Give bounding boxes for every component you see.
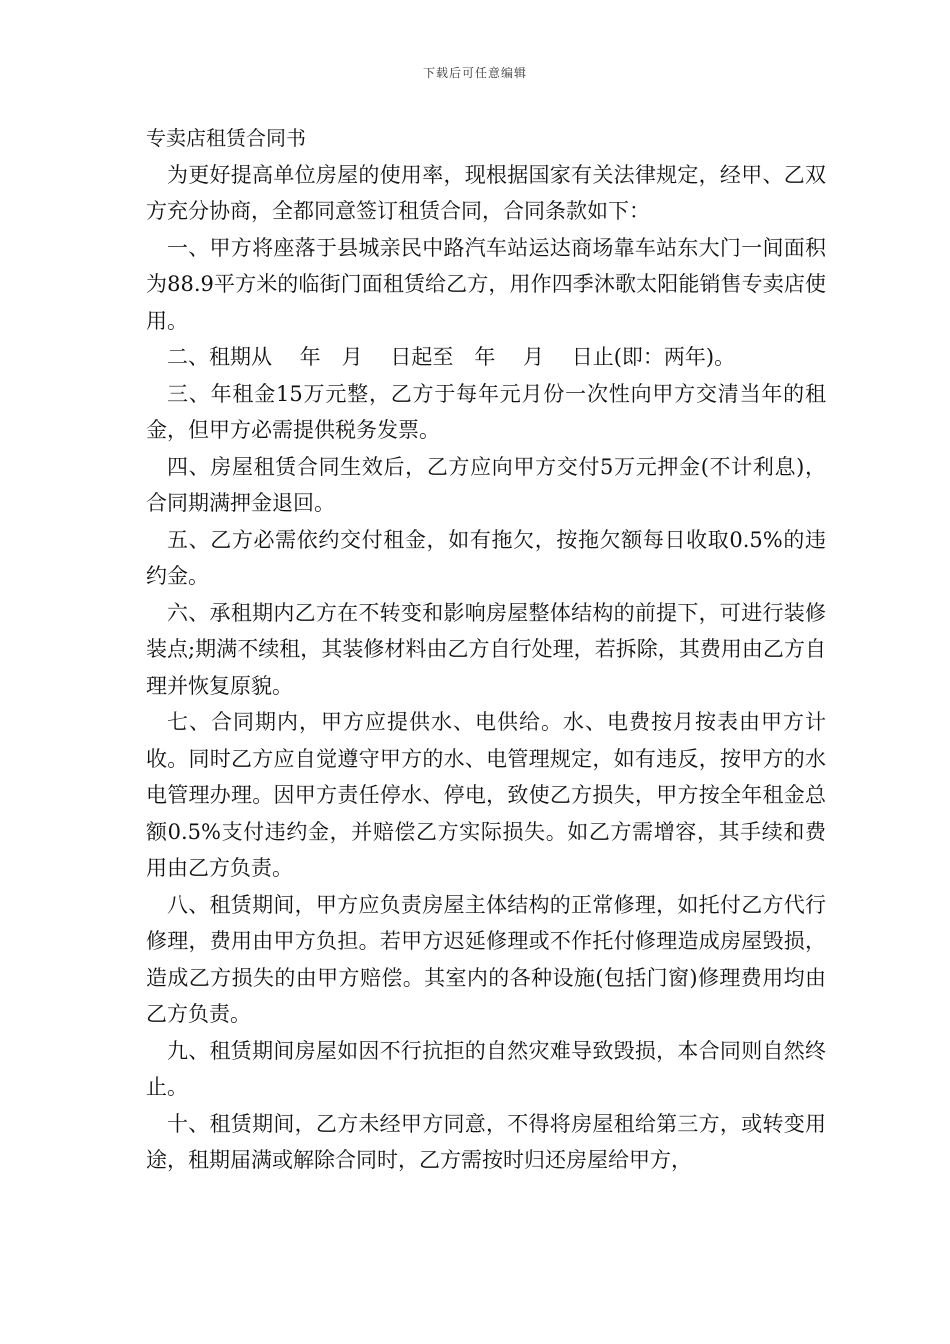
- clause-9: 九、租赁期间房屋如因不行抗拒的自然灾难导致毁损，本合同则自然终止。: [146, 1038, 826, 1099]
- document-title: 专卖店租赁合同书: [146, 126, 306, 150]
- clause-1: 一、甲方将座落于县城亲民中路汽车站运达商场靠车站东大门一间面积为88.9平方米的临街门面租赁给乙方，用作四季沐歌太阳能销售专卖店使用。: [146, 235, 826, 333]
- clause-8: 八、租赁期间，甲方应负责房屋主体结构的正常修理，如托付乙方代行修理，费用由甲方负担。若甲方迟延修理或不作托付修理造成房屋毁损，造成乙方损失的由甲方赔偿。其室内的各种设施(包括门窗)修理费用均由乙方负责。: [146, 892, 826, 1026]
- clause-4: 四、房屋租赁合同生效后，乙方应向甲方交付5万元押金(不计利息)，合同期满押金退回。: [146, 454, 826, 515]
- clause-5: 五、乙方必需依约交付租金，如有拖欠，按拖欠额每日收取0.5%的违约金。: [146, 527, 826, 588]
- clause-7: 七、合同期内，甲方应提供水、电供给。水、电费按月按表由甲方计收。同时乙方应自觉遵守甲方的水、电管理规定，如有违反，按甲方的水电管理办理。因甲方责任停水、停电，致使乙方损失，甲方按全年租金总额0.5%支付违约金，并赔偿乙方实际损失。如乙方需增容，其手续和费用由乙方负责。: [146, 710, 826, 880]
- header-note: 下载后可任意编辑: [422, 66, 527, 80]
- clause-3: 三、年租金15万元整，乙方于每年元月份一次性向甲方交清当年的租金，但甲方必需提供税务发票。: [146, 381, 826, 442]
- clause-6: 六、承租期内乙方在不转变和影响房屋整体结构的前提下，可进行装修装点;期满不续租，其装修材料由乙方自行处理，若拆除，其费用由乙方自理并恢复原貌。: [146, 600, 826, 698]
- document-body: [146, 120, 826, 1179]
- clause-2: 二、租期从 年 月 日起至 年 月 日止(即：两年)。: [167, 345, 736, 369]
- clause-10: 十、租赁期间，乙方未经甲方同意，不得将房屋租给第三方，或转变用途，租期届满或解除合同时，乙方需按时归还房屋给甲方，: [146, 1111, 826, 1172]
- intro-paragraph: 为更好提高单位房屋的使用率，现根据国家有关法律规定，经甲、乙双方充分协商，全都同意签订租赁合同，合同条款如下：: [146, 162, 826, 223]
